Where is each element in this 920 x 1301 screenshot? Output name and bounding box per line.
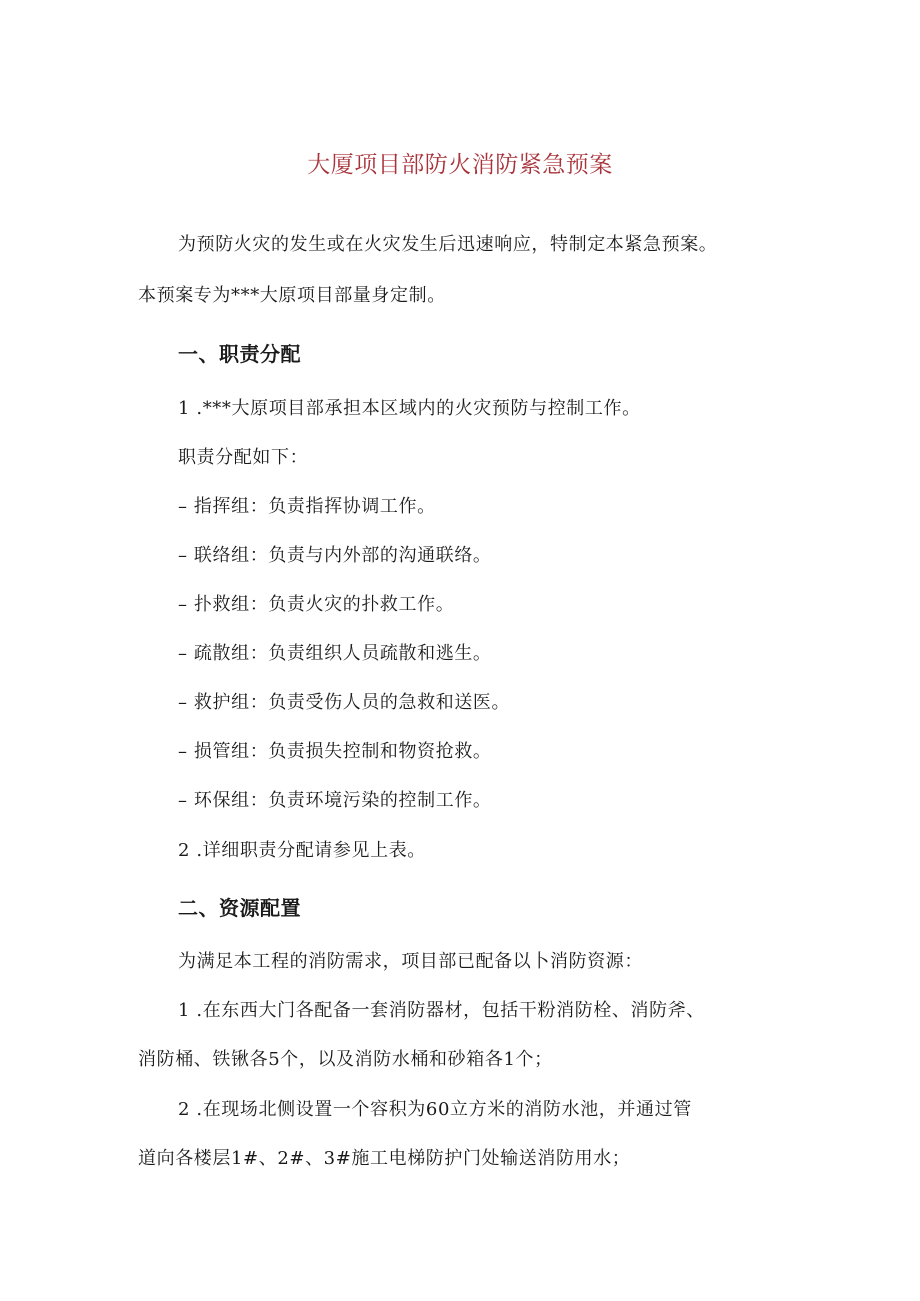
group-item-environment: – 环保组：负责环境污染的控制工作。 bbox=[178, 790, 492, 811]
section-2-item-2-line-1: 2 .在现场北侧设置一个容积为60立方米的消防水池，并通过管 bbox=[178, 1099, 692, 1120]
group-item-evacuation: – 疏散组：负责组织人员疏散和逃生。 bbox=[178, 643, 492, 664]
group-item-firefighting: – 扑救组：负责火灾的扑救工作。 bbox=[178, 594, 455, 615]
section-1-item-2: 2 .详细职责分配请参见上表。 bbox=[178, 840, 426, 861]
section-2-heading: 二、资源配置 bbox=[178, 896, 301, 920]
section-2-item-1-line-2: 消防桶、铁锹各5个，以及消防水桶和砂箱各1个； bbox=[138, 1049, 553, 1070]
group-item-damage-control: – 损管组：负责损失控制和物资抢救。 bbox=[178, 741, 492, 762]
section-2-item-1-line-1: 1 .在东西大门各配备一套消防器材，包括干粉消防栓、消防斧、 bbox=[178, 1000, 705, 1021]
section-2-lead: 为满足本工程的消防需求，项目部已配备以卜消防资源： bbox=[178, 951, 643, 972]
group-item-command: – 指挥组：负责指挥协调工作。 bbox=[178, 496, 436, 517]
intro-line-2: 本预案专为***大原项目部量身定制。 bbox=[138, 285, 446, 306]
section-2-item-2-line-2: 道向各楼层1#、2#、3#施工电梯防护门处输送消防用水； bbox=[138, 1148, 631, 1169]
group-item-rescue: – 救护组：负责受伤人员的急救和送医。 bbox=[178, 692, 511, 713]
section-1-lead: 职责分配如下： bbox=[178, 447, 309, 468]
group-item-liaison: – 联络组：负责与内外部的沟通联络。 bbox=[178, 545, 492, 566]
intro-line-1: 为预防火灾的发生或在火灾发生后迅速响应，特制定本紧急预案。 bbox=[178, 234, 718, 255]
document-title: 大厦项目部防火消防紧急预案 bbox=[307, 152, 613, 178]
section-1-heading: 一、职责分配 bbox=[178, 342, 301, 366]
section-1-item-1: 1 .***大原项目部承担本区域内的火灾预防与控制工作。 bbox=[178, 398, 641, 419]
